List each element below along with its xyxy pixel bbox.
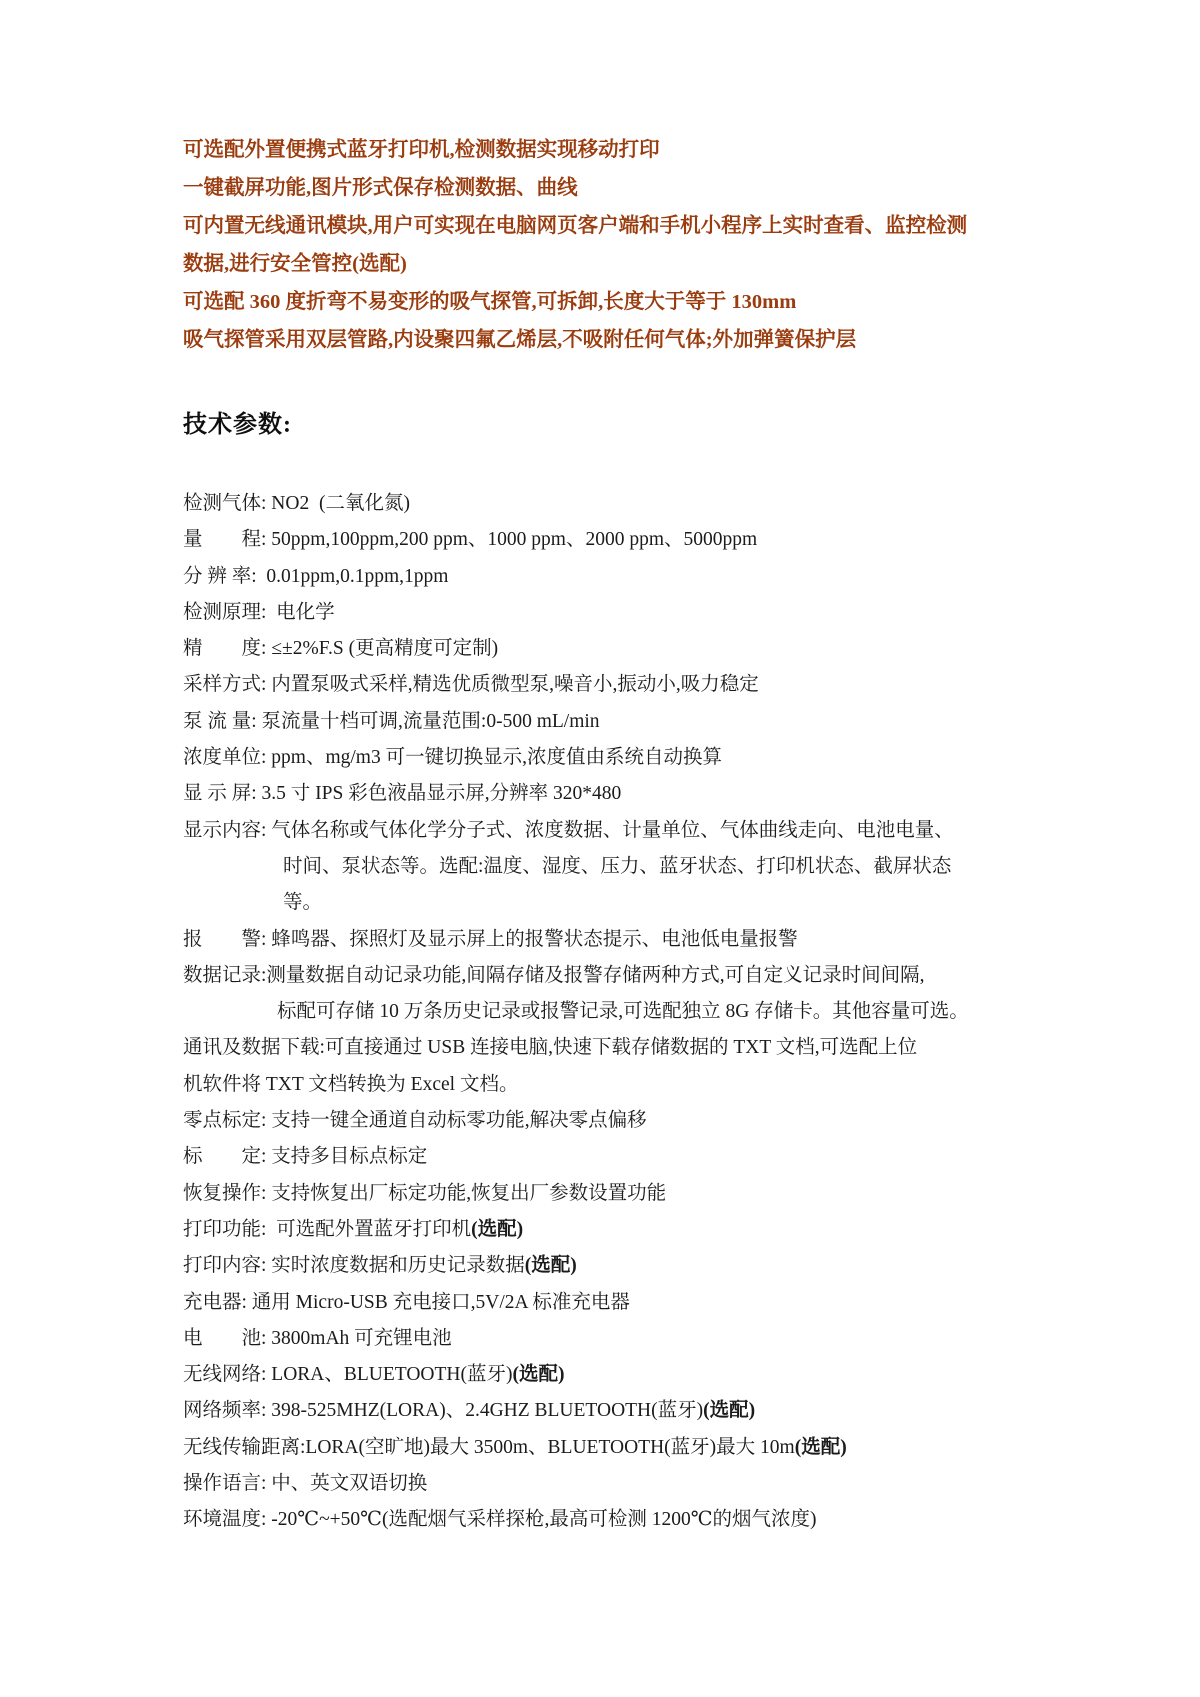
spec-line (183, 740, 969, 776)
spec-segment: 网络频率: 398-525MHZ(LORA)、2.4GHZ BLUETOOTH(蓝牙) (183, 1400, 704, 1422)
spec-line (183, 1321, 969, 1357)
spec-line (183, 1212, 969, 1248)
spec-line (183, 704, 969, 740)
spec-segment: 检测原理: 电化学 (183, 601, 335, 623)
spec-list (183, 486, 969, 1539)
spec-line (183, 776, 969, 812)
spec-segment: 显 示 屏: 3.5 寸 IPS 彩色液晶显示屏,分辨率 320*480 (183, 783, 622, 805)
spec-line (183, 631, 969, 667)
spec-segment: 时间、泵状态等。选配:温度、湿度、压力、蓝牙状态、打印机状态、截屏状态 (283, 855, 952, 877)
spec-segment: 恢复操作: 支持恢复出厂标定功能,恢复出厂参数设置功能 (183, 1182, 667, 1204)
section-heading: 技术参数: (183, 412, 292, 438)
spec-line (183, 994, 969, 1030)
spec-line (183, 1248, 969, 1284)
spec-line (183, 1030, 969, 1066)
spec-line (183, 522, 969, 558)
spec-segment-bold: (选配) (471, 1218, 524, 1240)
spec-segment-bold: (选配) (703, 1400, 756, 1422)
spec-line (183, 958, 969, 994)
spec-segment: 零点标定: 支持一键全通道自动标零功能,解决零点偏移 (183, 1110, 647, 1132)
spec-segment: 打印功能: 可选配外置蓝牙打印机 (183, 1218, 472, 1240)
spec-line (183, 922, 969, 958)
spec-segment: 打印内容: 实时浓度数据和历史记录数据 (183, 1255, 525, 1277)
spec-line (183, 1176, 969, 1212)
spec-line (183, 1067, 969, 1103)
intro-line: 吸气探管采用双层管路,内设聚四氟乙烯层,不吸附任何气体;外加弹簧保护层 (183, 329, 857, 351)
spec-segment: 机软件将 TXT 文档转换为 Excel 文档。 (183, 1073, 519, 1095)
intro-line: 可内置无线通讯模块,用户可实现在电脑网页客户端和手机小程序上实时查看、监控检测 (183, 215, 968, 237)
spec-line (183, 1357, 969, 1393)
spec-segment: 无线网络: LORA、BLUETOOTH(蓝牙) (183, 1364, 513, 1386)
spec-segment: 充电器: 通用 Micro-USB 充电接口,5V/2A 标准充电器 (183, 1291, 630, 1313)
spec-line (183, 1430, 969, 1466)
spec-segment: 精 度: ≤±2%F.S (更高精度可定制) (183, 638, 499, 660)
intro-line: 一键截屏功能,图片形式保存检测数据、曲线 (183, 177, 578, 199)
spec-segment: 标配可存储 10 万条历史记录或报警记录,可选配独立 8G 存储卡。其他容量可选。 (277, 1001, 969, 1023)
spec-segment: 无线传输距离:LORA(空旷地)最大 3500m、BLUETOOTH(蓝牙)最大 10m (183, 1436, 795, 1458)
spec-segment: 电 池: 3800mAh 可充锂电池 (183, 1327, 452, 1349)
spec-segment: 浓度单位: ppm、mg/m3 可一键切换显示,浓度值由系统自动换算 (183, 747, 722, 769)
spec-line (183, 813, 969, 849)
spec-segment: 报 警: 蜂鸣器、探照灯及显示屏上的报警状态提示、电池低电量报警 (183, 928, 798, 950)
spec-line (183, 1139, 969, 1175)
intro-line: 可选配外置便携式蓝牙打印机,检测数据实现移动打印 (183, 139, 660, 161)
spec-segment: 泵 流 量: 泵流量十档可调,流量范围:0-500 mL/min (183, 710, 600, 732)
spec-line (183, 1393, 969, 1429)
spec-segment: 标 定: 支持多目标点标定 (183, 1146, 428, 1168)
spec-segment-bold: (选配) (512, 1364, 565, 1386)
spec-line (183, 595, 969, 631)
spec-segment-bold: (选配) (524, 1255, 577, 1277)
spec-segment: 量 程: 50ppm,100ppm,200 ppm、1000 ppm、2000 ppm、5000ppm (183, 529, 758, 551)
spec-segment: 采样方式: 内置泵吸式采样,精选优质微型泵,噪音小,振动小,吸力稳定 (183, 674, 759, 696)
spec-line (183, 1502, 969, 1538)
intro-line: 数据,进行安全管控(选配) (183, 253, 407, 275)
spec-segment: 环境温度: -20℃~+50℃(选配烟气采样探枪,最高可检测 1200℃的烟气浓度) (183, 1509, 817, 1531)
spec-line (183, 1466, 969, 1502)
spec-segment: 分 辨 率: 0.01ppm,0.1ppm,1ppm (183, 565, 449, 587)
spec-segment: 检测气体: NO2 (二氧化氮) (183, 493, 410, 514)
spec-line (183, 667, 969, 703)
spec-line (183, 1285, 969, 1321)
spec-segment: 等。 (283, 892, 323, 914)
spec-segment: 显示内容: 气体名称或气体化学分子式、浓度数据、计量单位、气体曲线走向、电池电量、 (183, 819, 954, 841)
spec-segment: 通讯及数据下载:可直接通过 USB 连接电脑,快速下载存储数据的 TXT 文档,可选配上位 (183, 1037, 918, 1059)
spec-line (183, 1103, 969, 1139)
intro-block (183, 131, 967, 359)
spec-line (183, 486, 969, 522)
spec-segment-bold: (选配) (794, 1436, 847, 1458)
spec-segment: 数据记录:测量数据自动记录功能,间隔存储及报警存储两种方式,可自定义记录时间间隔, (183, 964, 925, 986)
spec-line (183, 849, 969, 885)
spec-line (183, 885, 969, 921)
spec-line (183, 559, 969, 595)
spec-segment: 操作语言: 中、英文双语切换 (183, 1473, 428, 1495)
intro-line: 可选配 360 度折弯不易变形的吸气探管,可拆卸,长度大于等于 130mm (183, 291, 797, 313)
